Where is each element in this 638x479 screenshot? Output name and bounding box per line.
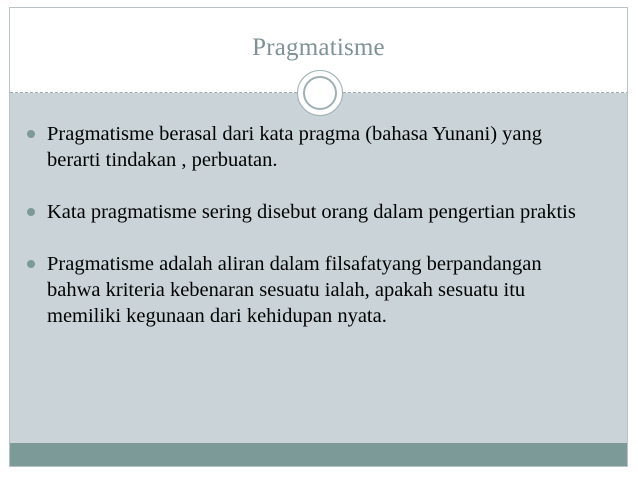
bullet-text: Pragmatisme berasal dari kata pragma (bahasa Yunani) yang berarti tindakan , perbuatan. (47, 123, 543, 171)
bullet-item (22, 251, 592, 329)
footer-band (10, 443, 627, 467)
slide-title: Pragmatisme (252, 34, 385, 61)
bullet-list (22, 121, 592, 355)
bullet-dot-icon (27, 208, 35, 216)
bullet-text: Kata pragmatisme sering disebut orang dalam pengertian praktis (47, 201, 576, 223)
bullet-text: Pragmatisme adalah aliran dalam filsafatyang berpandangan bahwa kriteria kebenaran sesuatu ialah, apakah sesuatu itu memiliki kegunaan dari kehidupan nyata. (47, 253, 542, 327)
bullet-item (22, 121, 592, 173)
double-circle-inner-ring (303, 76, 337, 110)
bullet-dot-icon (27, 260, 35, 268)
slide-frame (9, 7, 628, 467)
bullet-item (22, 199, 592, 225)
content-area (10, 93, 627, 443)
bullet-dot-icon (27, 130, 35, 138)
